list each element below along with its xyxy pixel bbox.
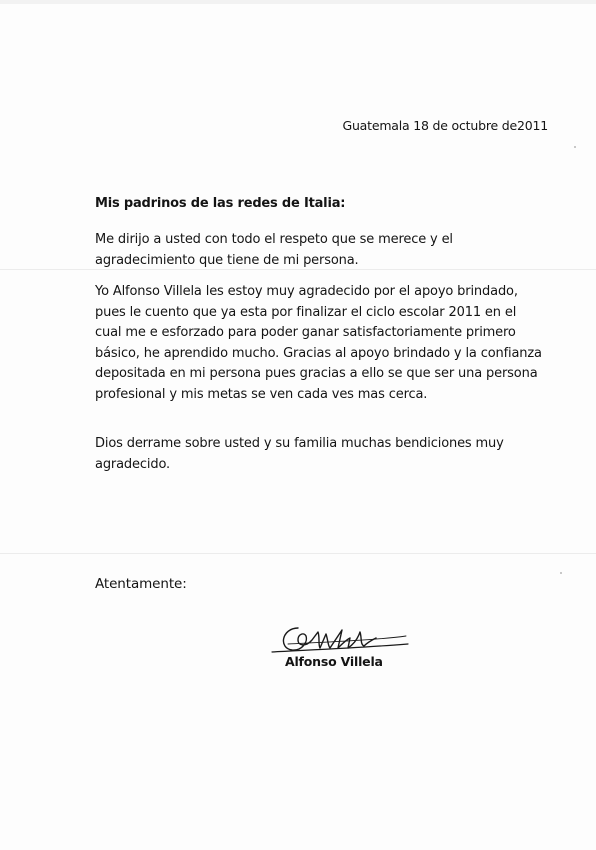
signer-name: Alfonso Villela bbox=[285, 654, 383, 669]
paper-fold-line-lower bbox=[0, 553, 596, 554]
letter-paragraph-1: Me dirijo a usted con todo el respeto que se merece y el agradecimiento que tiene de mi persona. bbox=[95, 232, 453, 268]
paper-speck bbox=[560, 572, 562, 574]
top-edge-shadow bbox=[0, 0, 596, 4]
letter-paragraph-3: Dios derrame sobre usted y su familia muchas bendiciones muy agradecido. bbox=[95, 436, 504, 472]
letter-closing: Atentamente: bbox=[95, 576, 187, 592]
paper-speck bbox=[574, 146, 576, 148]
letter-date: Guatemala 18 de octubre de2011 bbox=[342, 118, 548, 133]
letter-salutation: Mis padrinos de las redes de Italia: bbox=[95, 196, 346, 211]
letter-paragraph-2: Yo Alfonso Villela les estoy muy agradecido por el apoyo brindado, pues le cuento que ya esta por finalizar el ciclo escolar 2011 en el cual me e esforzado para poder ganar satisfactoriamente primero básico, he aprendido mucho. Gracias al apoyo brindado y la confianza depositada en mi persona pues gracias a ello se que ser una persona profesional y mis metas se ven cada ves mas cerca. bbox=[95, 284, 542, 402]
